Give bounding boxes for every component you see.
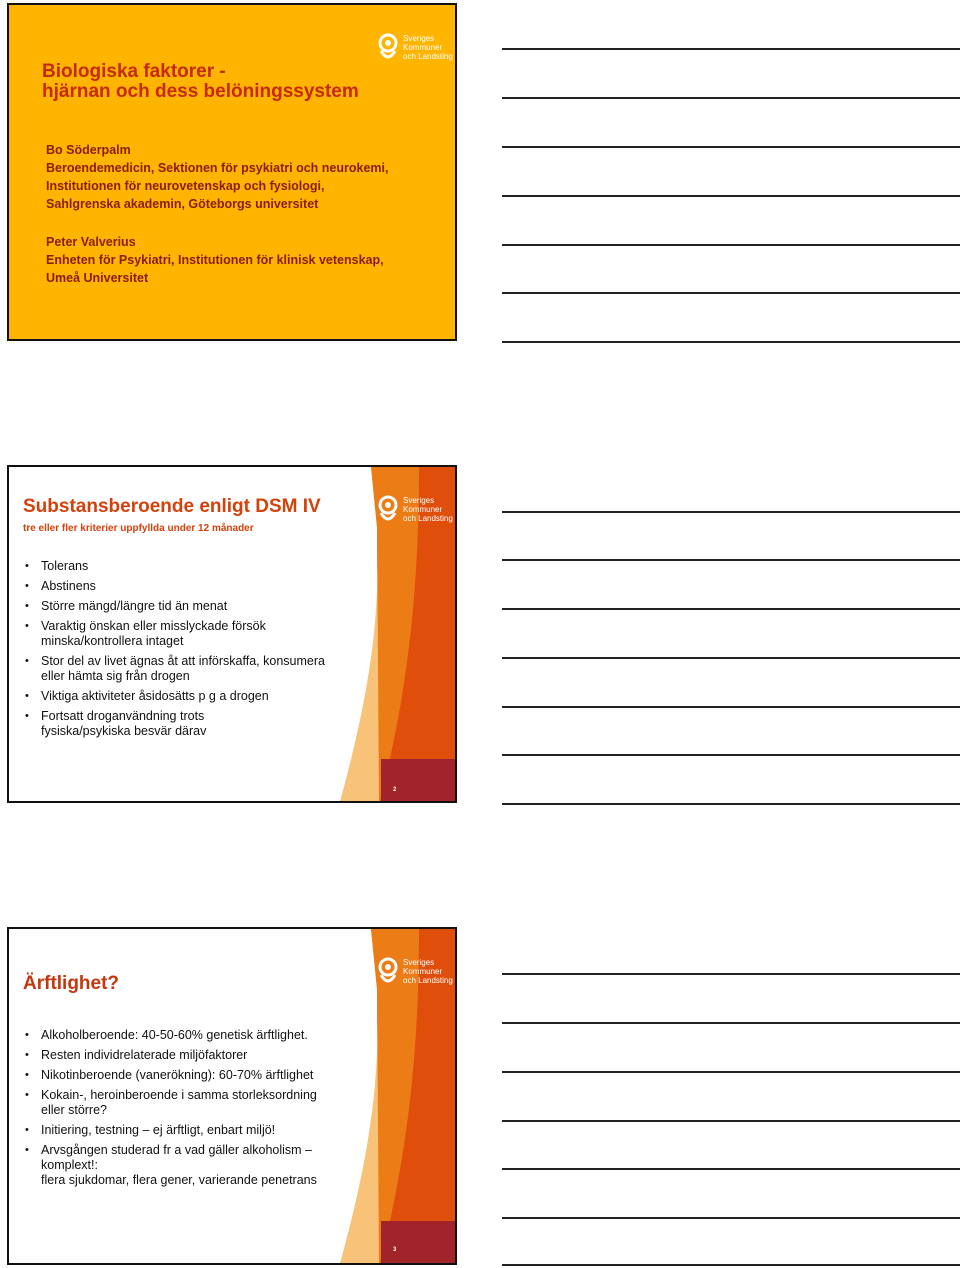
author-line: Sahlgrenska akademin, Göteborgs universitet <box>46 197 319 211</box>
slide-1-title: Biologiska faktorer - hjärnan och dess belöningssystem <box>42 61 359 102</box>
list-item: • Arvsgången studerad fr a vad gäller alkoholism – komplext!: flera sjukdomar, flera gener, varierande penetrans <box>23 1143 353 1188</box>
list-item: • Stor del av livet ägnas åt att införskaffa, konsumera eller hämta sig från drogen <box>23 654 353 684</box>
note-line <box>502 657 960 659</box>
note-line <box>502 1264 960 1266</box>
logo-line-3: och Landsting <box>403 52 453 61</box>
list-item: • Initiering, testning – ej ärftligt, enbart miljö! <box>23 1123 353 1138</box>
list-item: • Resten individrelaterade miljöfaktorer <box>23 1048 353 1063</box>
note-line <box>502 511 960 513</box>
skl-emblem-icon <box>375 957 401 987</box>
list-item: • Större mängd/längre tid än menat <box>23 599 353 614</box>
note-line <box>502 146 960 148</box>
note-line <box>502 1217 960 1219</box>
note-line <box>502 1168 960 1170</box>
note-line <box>502 706 960 708</box>
note-line <box>502 754 960 756</box>
list-item: • Varaktig önskan eller misslyckade försök minska/kontrollera intaget <box>23 619 353 649</box>
skl-logo <box>375 957 455 993</box>
note-line <box>502 341 960 343</box>
skl-emblem-icon <box>375 33 401 63</box>
slide-3-title: Ärftlighet? <box>23 973 120 994</box>
author-line: Umeå Universitet <box>46 271 149 285</box>
list-item: • Fortsatt droganvändning trots fysiska/psykiska besvär därav <box>23 709 353 739</box>
note-line <box>502 292 960 294</box>
page-number: 2 <box>393 787 397 793</box>
logo-line-3: och Landsting <box>403 514 453 523</box>
list-item: • Nikotinberoende (vanerökning): 60-70% ärftlighet <box>23 1068 353 1083</box>
slide-2-subtitle: tre eller fler kriterier uppfyllda under 12 månader <box>23 523 254 534</box>
list-item: • Kokain-, heroinberoende i samma storleksordning eller större? <box>23 1088 353 1118</box>
slide-2-title: Substansberoende enligt DSM IV <box>23 496 321 517</box>
note-line <box>502 973 960 975</box>
slide-1 <box>7 3 457 341</box>
slide-2 <box>7 465 457 803</box>
note-line <box>502 195 960 197</box>
logo-line-1: Sveriges <box>403 496 435 505</box>
heredity-list <box>23 1028 353 1193</box>
note-line <box>502 48 960 50</box>
skl-emblem-icon <box>375 495 401 525</box>
author-line: Enheten för Psykiatri, Institutionen för klinisk vetenskap, <box>46 253 384 267</box>
list-item: • Abstinens <box>23 579 353 594</box>
logo-line-1: Sveriges <box>403 34 435 43</box>
criteria-list <box>23 559 353 744</box>
author-block-2 <box>46 233 446 287</box>
author-line: Bo Söderpalm <box>46 143 131 157</box>
note-line <box>502 608 960 610</box>
slide-3 <box>7 927 457 1265</box>
logo-line-2: Kommuner <box>403 43 443 52</box>
note-line <box>502 803 960 805</box>
note-line <box>502 244 960 246</box>
author-line: Institutionen för neurovetenskap och fysiologi, <box>46 179 325 193</box>
note-line <box>502 1022 960 1024</box>
note-line <box>502 97 960 99</box>
logo-line-2: Kommuner <box>403 505 443 514</box>
list-item: • Viktiga aktiviteter åsidosätts p g a drogen <box>23 689 353 704</box>
author-line: Beroendemedicin, Sektionen för psykiatri och neurokemi, <box>46 161 389 175</box>
note-line <box>502 559 960 561</box>
note-line <box>502 1120 960 1122</box>
list-item: • Alkoholberoende: 40-50-60% genetisk ärftlighet. <box>23 1028 353 1043</box>
note-line <box>502 1071 960 1073</box>
page-number: 3 <box>393 1247 397 1253</box>
author-line: Peter Valverius <box>46 235 136 249</box>
logo-line-2: Kommuner <box>403 967 443 976</box>
skl-logo <box>375 495 455 531</box>
list-item: • Tolerans <box>23 559 353 574</box>
logo-line-3: och Landsting <box>403 976 453 985</box>
logo-line-1: Sveriges <box>403 958 435 967</box>
author-block-1 <box>46 141 446 213</box>
